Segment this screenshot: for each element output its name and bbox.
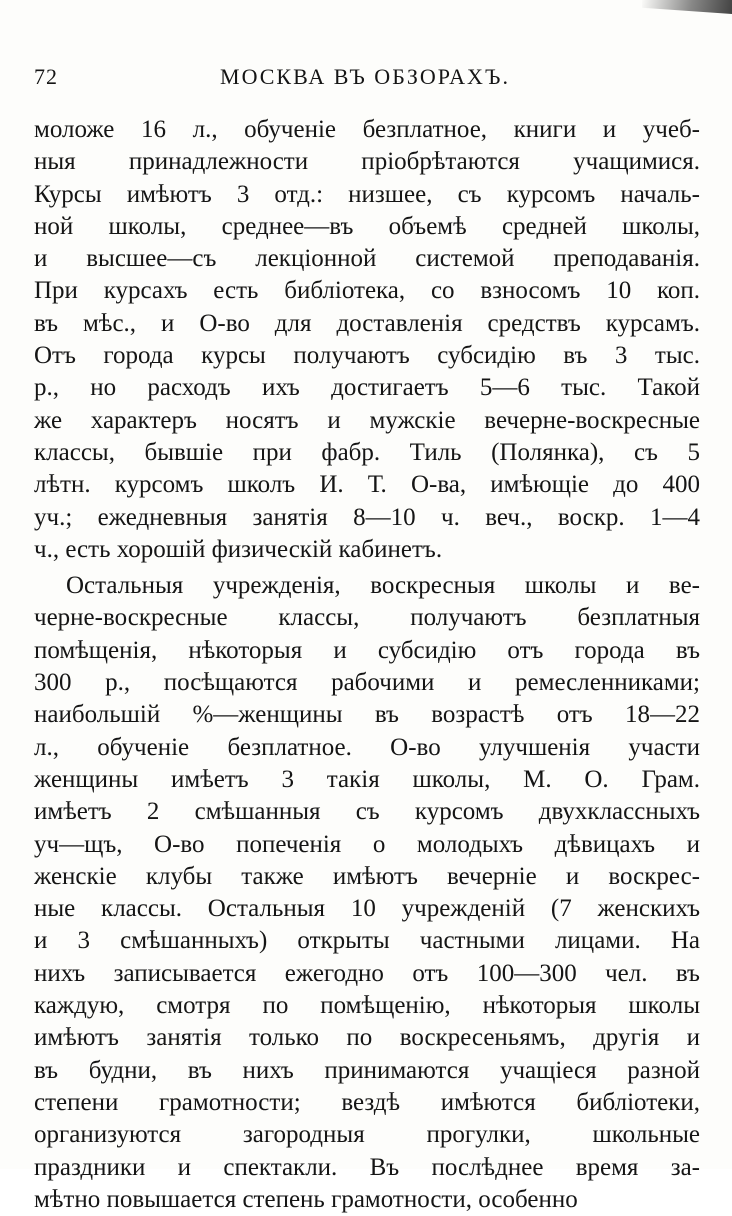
body-text xyxy=(34,114,700,1216)
text-line: имѣютъ занятія только по воскресеньямъ, другія и xyxy=(34,1024,700,1052)
text-line: наибольшій %—женщины въ возрастѣ отъ 18—22 xyxy=(34,701,700,729)
text-line: Отъ города курсы получаютъ субсидію въ 3 тыс. xyxy=(34,342,700,370)
text-line: 300 р., посѣщаются рабочими и ремесленниками; xyxy=(34,669,700,697)
text-line: организуются загородныя прогулки, школьные xyxy=(34,1121,700,1149)
text-line: женскіе клубы также имѣютъ вечерніе и воскрес- xyxy=(34,862,700,890)
text-line: помѣщенія, нѣкоторыя и субсидію отъ города въ xyxy=(34,636,700,664)
text-line: женщины имѣетъ 3 такія школы, М. О. Грам. xyxy=(34,765,700,793)
text-line: классы, бывшіе при фабр. Тиль (Полянка), съ 5 xyxy=(34,438,700,466)
text-line: моложе 16 л., обученіе безплатное, книги и учеб- xyxy=(34,116,700,143)
text-line: имѣетъ 2 смѣшанныя съ курсомъ двухклассныхъ xyxy=(34,798,700,826)
text-line: л., обученіе безплатное. О-во улучшенія участи xyxy=(34,733,700,761)
page-number: 72 xyxy=(34,64,58,89)
text-line: ч., есть хорошій физическій кабинетъ. xyxy=(34,535,443,563)
page-header xyxy=(34,64,696,98)
text-line: ныя принадлежности пріобрѣтаются учащимися. xyxy=(34,148,700,176)
text-line: Остальныя учрежденія, воскресныя школы и ве- xyxy=(66,572,700,600)
text-line: При курсахъ есть библіотека, со взносомъ 10 коп. xyxy=(34,277,700,305)
text-line: же характеръ носятъ и мужскіе вечерне-воскресные xyxy=(34,406,700,434)
text-line: Курсы имѣютъ 3 отд.: низшее, съ курсомъ началь- xyxy=(34,180,700,208)
paragraph xyxy=(34,570,700,1216)
text-line: въ будни, въ нихъ принимаются учащіеся разной xyxy=(34,1056,700,1084)
text-line: уч—щъ, О-во попеченія о молодыхъ дѣвицахъ и xyxy=(34,830,700,858)
text-line: каждую, смотря по помѣщенію, нѣкоторыя школы xyxy=(34,992,700,1020)
text-line: р., но расходъ ихъ достигаетъ 5—6 тыс. Такой xyxy=(34,374,700,402)
paragraph xyxy=(34,114,700,566)
text-line: ной школы, среднее—въ объемѣ средней школы, xyxy=(34,212,700,240)
text-line: и высшее—съ лекціонной системой преподаванія. xyxy=(34,245,700,273)
text-line: въ мѣс., и О-во для доставленія средствъ курсамъ. xyxy=(34,309,700,337)
text-line: черне-воскресные классы, получаютъ безплатныя xyxy=(34,604,700,632)
text-line: степени грамотности; вездѣ имѣются библіотеки, xyxy=(34,1088,700,1116)
text-line: мѣтно повышается степень грамотности, особенно xyxy=(34,1185,578,1213)
text-line: праздники и спектакли. Въ послѣднее время за- xyxy=(34,1153,700,1181)
text-line: лѣтн. курсомъ школъ И. Т. О-ва, имѣющіе до 400 xyxy=(34,471,700,499)
text-line: ные классы. Остальныя 10 учрежденій (7 женскихъ xyxy=(34,895,700,923)
page-corner-smudge xyxy=(642,0,732,14)
running-title: МОСКВА ВЪ ОБЗОРАХЪ. xyxy=(220,64,510,89)
text-line: и 3 смѣшанныхъ) открыты частными лицами. На xyxy=(34,927,700,955)
text-line: нихъ записывается ежегодно отъ 100—300 чел. въ xyxy=(34,959,700,987)
text-line: уч.; ежедневныя занятія 8—10 ч. веч., воскр. 1—4 xyxy=(34,503,700,531)
